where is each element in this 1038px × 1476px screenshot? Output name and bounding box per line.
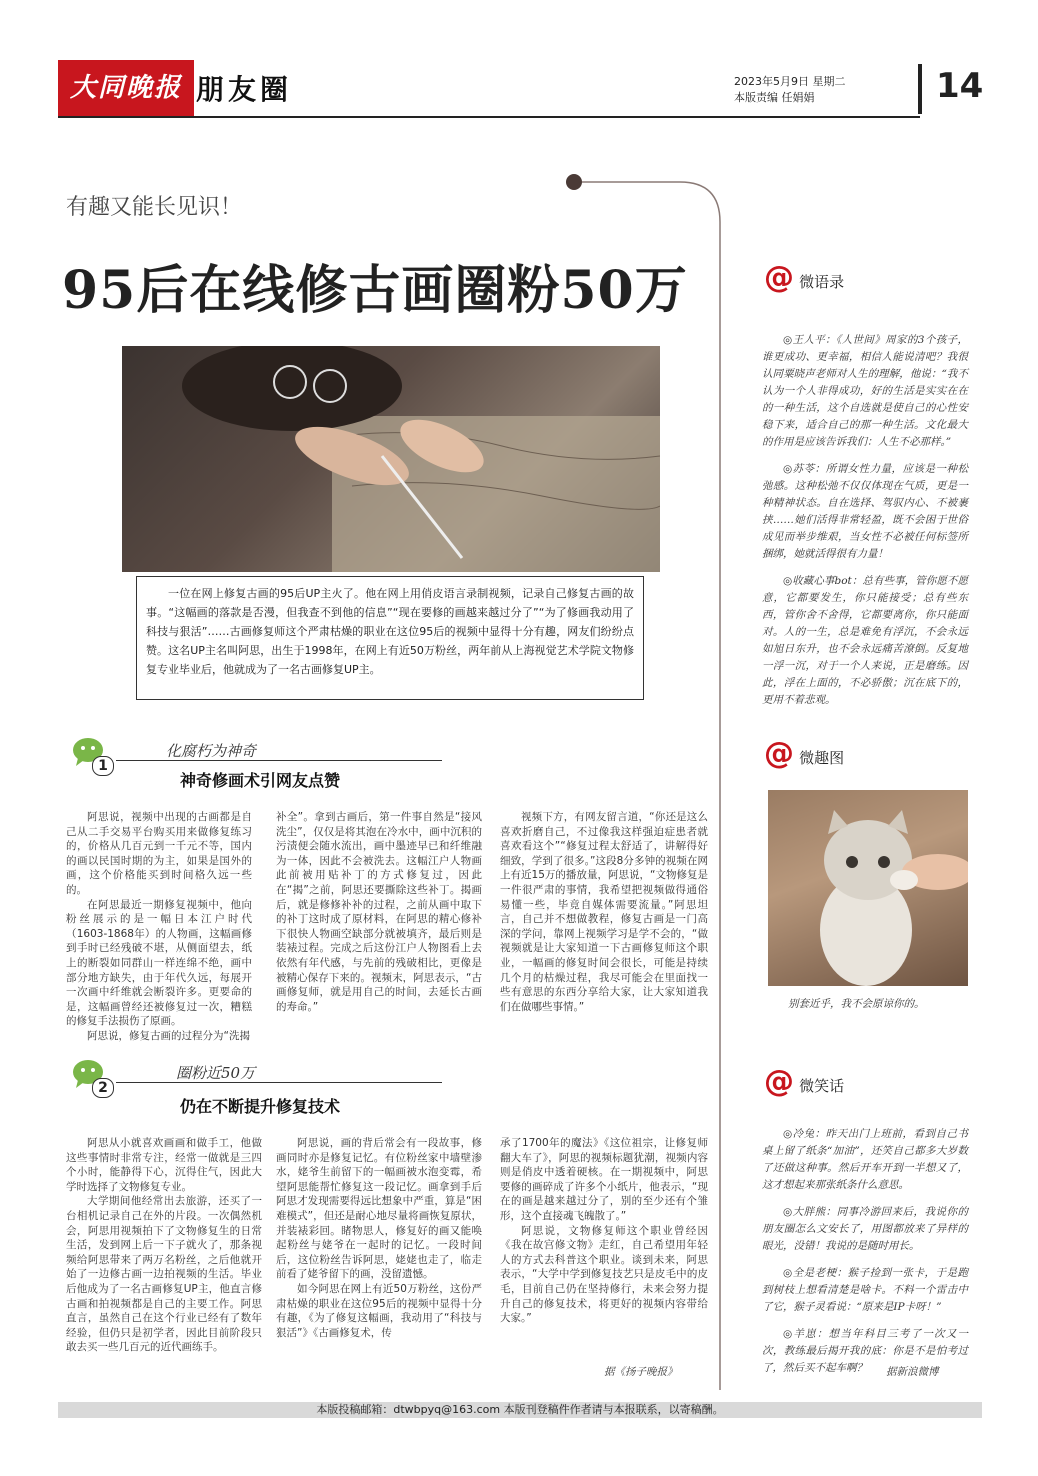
at-icon: @	[764, 736, 794, 771]
weixiaohua-source: 据新浪微博	[886, 1366, 939, 1378]
restoration-illustration	[122, 346, 660, 572]
weixiaohua-head	[764, 1064, 844, 1099]
paragraph: 大学期间他经常出去旅游，还买了一台相机记录自己在外的片段。一次偶然机会，阿思用视频拍下了文物修复生的日常生活，发到网上后一下子就火了，那条视频给阿思带来了两万名粉丝，之后他就开始了一边修古画一边拍视频的生活。毕业后他成为了一名古画修复UP主，他直言修古画和拍视频都是自己的主要工作。阿思直言，虽然自己在这个行业已经有了数年经验，但仍只是初学者，因此目前阶段只敢去买一些几百元的近代画练手。	[66, 1195, 262, 1354]
joke-item: ◎冷兔：昨天出门上班前，看到自己书桌上留了纸条“加油”，还笑自己都多大岁数了还做这种事。然后开车开到一半想又了，这才想起来那张纸条什么意思。	[762, 1128, 968, 1191]
paragraph: 承了1700年的魔法》《这位祖宗，让修复师翻大车了》，阿思的视频标题犹潮，视频内容则是俏皮中透着硬核。在一期视频中，阿思要修的画碎成了许多个小纸片，他表示，“现在的画是越来越过分了，别的至少还有个雏形，这个直接魂飞魄散了。”	[500, 1137, 708, 1222]
section-1-number: 1	[92, 756, 114, 776]
header-rule	[58, 116, 920, 118]
weiyulu-head	[764, 260, 844, 295]
weiyulu-item: ◎王人平：《人世间》周家的3个孩子，谁更成功、更幸福，相信人能说清吧？我很认同粟晓声老师对人生的理解，他说：“我不认为一个人非得成功，好的生活是实实在在的一种生活，这个自选就是使自己的心性安稳下来，适合自己的那一种生活。文化最大的作用是应该告诉我们：人生不必那样。”	[762, 334, 968, 448]
paragraph: 阿思说，文物修复师这个职业曾经因《我在故宫修文物》走红，自己希望用年轻人的方式去科普这个职业。谈到未来，阿思表示，“大学中学到修复技艺只是皮毛中的皮毛，目前自己仍在坚持修行，未来会努力提升自己的修复技术，将更好的视频内容带给大家。”	[500, 1224, 708, 1325]
at-icon: @	[764, 1064, 794, 1099]
weiyulu-label: 微语录	[799, 273, 845, 291]
weiyulu-text	[762, 332, 968, 719]
paragraph: 阿思说，视频中出现的古画都是自己从二手交易平台购买用来做修复练习的，价格从几百元到一千元不等，国内的画以民国时期的为主，如果是国外的画，这个价格能买到时间格久远一些的。	[66, 811, 252, 896]
section-2-title: 仍在不断提升修复技术	[180, 1097, 341, 1116]
section-1-col-1	[66, 810, 252, 1044]
restoration-photo	[122, 346, 660, 572]
cat-illustration	[768, 790, 968, 986]
column-title: 朋友圈	[196, 73, 293, 106]
section-2-number: 2	[92, 1078, 114, 1098]
section-2-source: 据《扬子晚报》	[604, 1366, 678, 1378]
issue-info	[734, 74, 846, 106]
weiyulu-item: ◎苏苓：所谓女性力量，应该是一种松弛感。这种松弛不仅仅体现在气质，更是一种精神状态。自在选择、驾驭内心、不被裹挟……她们活得非常轻盈，既不会困于世俗成见而举步维艰，当女性不必被任何标签所捆绑，她就活得很有力量！	[762, 463, 968, 560]
kicker: 有趣又能长见识！	[66, 195, 243, 220]
newspaper-logo: 大同晚报	[58, 60, 194, 116]
paragraph: 阿思说，修复古画的过程分为“洗揭	[87, 1029, 250, 1042]
weiqutu-caption: 别套近乎，我不会原谅你的。	[788, 998, 925, 1010]
paragraph: 视频下方，有网友留言道，“你还是这么喜欢折磨自己，不过像我这样强迫症患者就喜欢看这个”“修复过程太舒适了，讲解得好细致，学到了很多。”这段8分多钟的视频在网上有近15万的播放量，阿思说，“文物修复是一件很严肃的事情，我希望把视频做得通俗易懂一些，毕竟自媒体需要流量。”阿思坦言，自己并不想做教程，修复古画是一门高深的学问，靠网上视频学习是学不会的，“做视频就是让大家知道一下古画修复师这个职业，一幅画的修复时间会很长，可能是持续几个月的枯燥过程，我尽可能会在里面找一些有意思的东西分享给大家，让大家知道我们在做哪些事情。”	[500, 811, 708, 1013]
intro-text: 一位在网上修复古画的95后UP主火了。他在网上用俏皮语言录制视频，记录自己修复古画的故事。“这幅画的落款是否漫，但我查不到他的信息”“现在要修的画越来越过分了”“为了修画我动用了科技与狠活”……古画修复师这个严肃枯燥的职业在这位95后的视频中显得十分有趣，网友们纷纷点赞。这名UP主名叫阿思，出生于1998年，在网上有近50万粉丝，两年前从上海视觉艺术学院文物修复专业毕业后，他就成为了一名古画修复UP主。	[146, 587, 634, 676]
section-1-kicker: 化腐朽为神奇	[166, 742, 257, 760]
paragraph: 在阿思最近一期修复视频中，他向粉丝展示的是一幅日本江户时代（1603-1868年）的人物画，这幅画修到手时已经残破不堪，从侧面望去，纸上的断裂如同群山一样连绵不绝，画中部分地方缺失，由于年代久远，每展开一次画中纤维就会断裂许多。更要命的是，这幅画曾经还被修复过一次，糟糕的修复手法损伤了原画。	[66, 898, 252, 1028]
section-2-kicker: 圈粉近50万	[176, 1064, 256, 1082]
joke-item: ◎羊崽：想当年科目三考了一次又一次，教练最后揭开我的底：你是不是怕考过了，然后买不起车啊？	[762, 1328, 968, 1374]
issue-editor: 本版责编 任娟娟	[734, 91, 815, 104]
paragraph: 补全”。拿到古画后，第一件事自然是“接风洗尘”，仅仅是将其泡在冷水中，画中沉积的污渍便会随水流出，画中墨迹早已和纤维融为一体，因此不会被洗去。这幅江户人物画此前被用贴补丁的方式修复过，因此在“揭”之前，阿思还要撕除这些补丁。揭画后，就是修修补补的过程，之前从画中取下的补丁这时成了原材料，在阿思的精心修补下很快人物画空缺部分就被填齐，最后则是装裱过程。完成之后这份江户人物图看上去依然有年代感，与先前的残破相比，更像是被精心保存下来的。视频末，阿思表示，“古画修复师，就是用自己的时间，去延长古画的寿命。”	[276, 811, 482, 1013]
section-2-col-2	[276, 1136, 482, 1340]
section-1-col-2	[276, 810, 482, 1014]
section-1-rule	[116, 760, 442, 761]
section-2-col-3	[500, 1136, 708, 1326]
section-2-rule	[116, 1082, 442, 1083]
paragraph: 阿思从小就喜欢画画和做手工，他做这些事情时非常专注，经常一做就是三四个小时，能静得下心，沉得住气，因此大学时选择了文物修复专业。	[66, 1137, 262, 1193]
section-2-col-1	[66, 1136, 262, 1355]
at-icon: @	[764, 260, 794, 295]
page-divider	[918, 64, 922, 114]
footer-bar: 本版投稿邮箱：dtwbpyq@163.com 本版刊登稿件作者请与本报联系，以寄稿酬。	[58, 1402, 982, 1418]
paragraph: 如今阿思在网上有近50万粉丝，这份严肃枯燥的职业在这位95后的视频中显得十分有趣，《为了修复这幅画，我动用了“科技与狠活”》《古画修复术，传	[276, 1282, 482, 1339]
weiqutu-head	[764, 736, 844, 771]
weixiaohua-label: 微笑话	[799, 1077, 845, 1095]
weiyulu-item: ◎收藏心事bot：总有些事，管你愿不愿意，它都要发生，你只能接受；总有些东西，管你舍不舍得，它都要离你，你只能面对。人的一生，总是难免有浮沉，不会永远如旭日东升，也不会永远痛苦潦倒。反复地一浮一沉，对于一个人来说，正是磨练。因此，浮在上面的，不必骄傲；沉在底下的，更用不着悲观。	[762, 575, 968, 706]
cat-photo	[768, 790, 968, 986]
paragraph: 阿思说，画的背后常会有一段故事，修画同时亦是修复记忆。有位粉丝家中墙壁渗水，姥爷生前留下的一幅画被水泡变霉，希望阿思能帮忙修复这一段记忆。画拿到手后阿思才发现需要得远比想象中严重，算是“困难模式”，但还是耐心地尽量将画恢复原状，并装裱彩回。睹物思人，修复好的画又能唤起粉丝与姥爷在一起时的记忆。一段时间后，这位粉丝告诉阿思，姥姥也走了，临走前看了姥爷留下的画，没留遗憾。	[276, 1137, 482, 1281]
joke-item: ◎大胖熊：同事冷游回来后，我说你的朋友圈怎么文安长了，用图都放来了异样的眼光，没错！我说的是随时用长。	[762, 1206, 968, 1252]
section-1-col-3	[500, 810, 708, 1014]
weiqutu-label: 微趣图	[799, 749, 845, 767]
weixiaohua-text	[762, 1126, 968, 1387]
page-number: 14	[936, 66, 984, 106]
joke-item: ◎全是老梗：猴子捡到一张卡，于是跑到树枝上想看清楚是啥卡。不料一个雷击中了它，猴子灵看说：“原来是IP卡呀！”	[762, 1267, 968, 1313]
issue-date: 2023年5月9日 星期二	[734, 75, 846, 88]
section-1-title: 神奇修画术引网友点赞	[180, 771, 341, 790]
headline: 95后在线修古画圈粉50万	[62, 260, 688, 321]
